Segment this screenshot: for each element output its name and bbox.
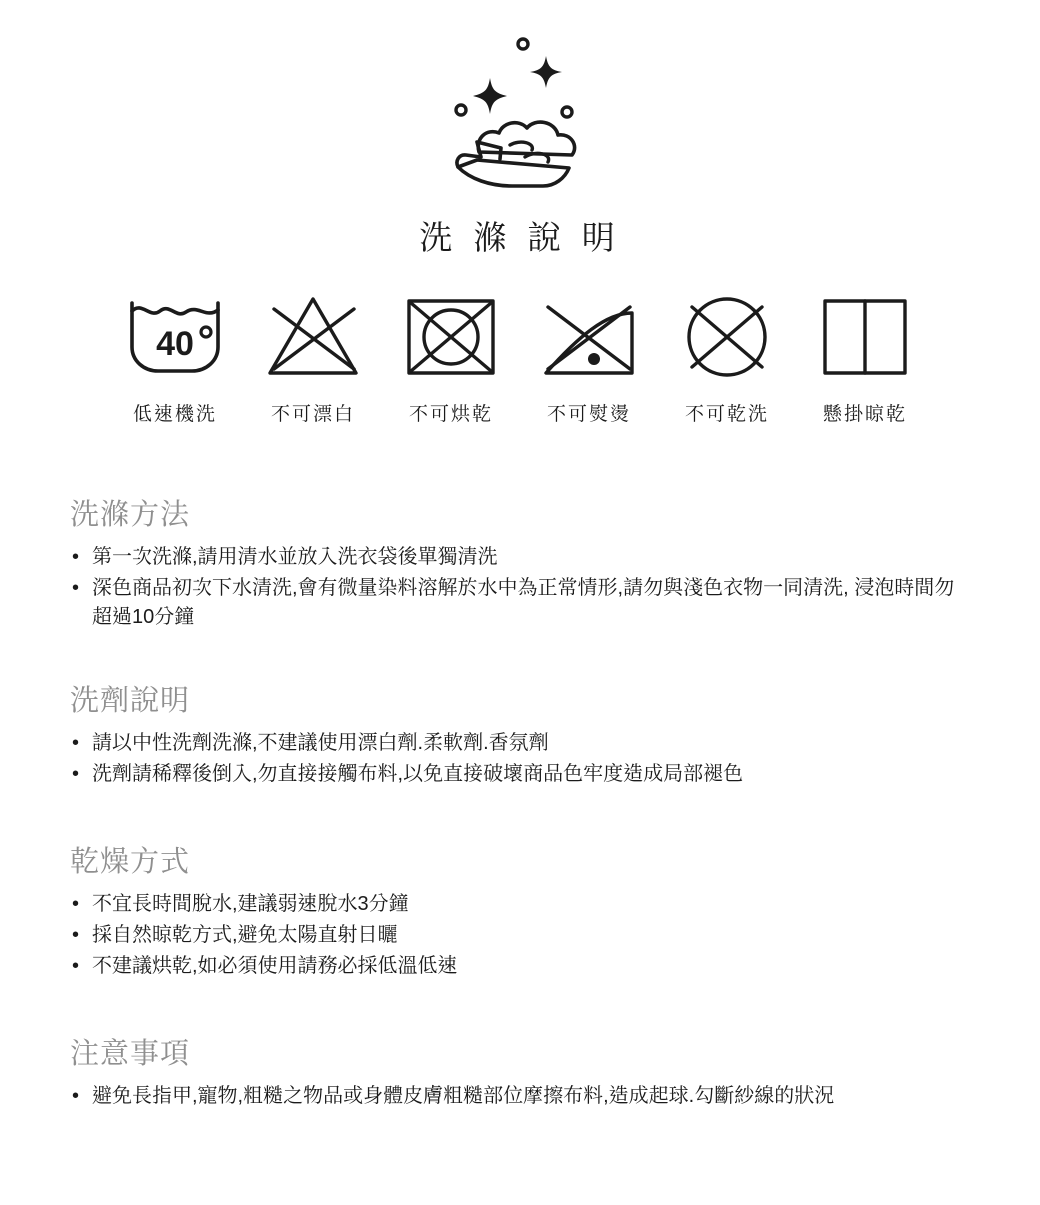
section-bullet-list xyxy=(70,543,970,632)
care-symbol-no-bleach xyxy=(244,289,382,426)
header xyxy=(0,0,1040,259)
svg-text:40: 40 xyxy=(156,325,194,363)
section-title: 洗滌方法 xyxy=(70,499,191,531)
no-bleach-icon xyxy=(260,289,366,385)
section-title: 乾燥方式 xyxy=(70,846,191,878)
section-drying xyxy=(70,839,970,981)
care-symbol-row xyxy=(0,289,1040,426)
section-notes xyxy=(70,1031,970,1111)
section-detergent xyxy=(70,678,970,789)
care-symbol-machine-wash xyxy=(106,289,244,426)
care-symbol-label: 懸掛晾乾 xyxy=(822,404,907,425)
care-symbol-no-tumble-dry xyxy=(382,289,520,426)
instruction-sections xyxy=(0,492,1040,1205)
wash-tub-40-icon xyxy=(122,289,228,385)
line-dry-icon xyxy=(812,289,918,385)
section-bullet-list xyxy=(70,890,970,981)
list-item: • 請以中性洗劑洗滌,不建議使用漂白劑.柔軟劑.香氛劑 xyxy=(70,729,970,758)
section-title: 注意事項 xyxy=(70,1038,191,1070)
section-washing-method xyxy=(70,492,970,632)
care-symbol-label: 不可乾洗 xyxy=(684,404,769,425)
care-symbol-line-dry xyxy=(796,289,934,426)
care-symbol-label: 不可烘乾 xyxy=(408,404,493,425)
care-symbol-label: 不可熨燙 xyxy=(546,404,631,425)
no-iron-icon xyxy=(536,289,642,385)
list-item: • 採自然晾乾方式,避免太陽直射日曬 xyxy=(70,921,970,950)
list-item: • 深色商品初次下水清洗,會有微量染料溶解於水中為正常情形,請勿與淺色衣物一同清洗, 浸泡時間勿超過10分鐘 xyxy=(70,574,970,632)
no-dry-clean-icon xyxy=(674,289,780,385)
care-symbol-label: 低速機洗 xyxy=(132,404,217,425)
section-title: 洗劑說明 xyxy=(70,685,191,717)
care-symbol-no-iron xyxy=(520,289,658,426)
care-symbol-no-dry-clean xyxy=(658,289,796,426)
page-title: 洗 滌 說 明 xyxy=(419,219,621,256)
care-symbol-label: 不可漂白 xyxy=(270,404,355,425)
list-item: • 洗劑請稀釋後倒入,勿直接接觸布料,以免直接破壞商品色牢度造成局部褪色 xyxy=(70,760,970,789)
no-tumble-dry-icon xyxy=(398,289,504,385)
list-item: • 第一次洗滌,請用清水並放入洗衣袋後單獨清洗 xyxy=(70,543,970,572)
section-bullet-list xyxy=(70,1082,970,1111)
section-bullet-list xyxy=(70,729,970,789)
list-item: • 不宜長時間脫水,建議弱速脫水3分鐘 xyxy=(70,890,970,919)
list-item: • 不建議烘乾,如必須使用請務必採低溫低速 xyxy=(70,952,970,981)
list-item: • 避免長指甲,寵物,粗糙之物品或身體皮膚粗糙部位摩擦布料,造成起球.勾斷紗線的狀況 xyxy=(70,1082,970,1111)
hand-washing-icon xyxy=(415,26,625,206)
